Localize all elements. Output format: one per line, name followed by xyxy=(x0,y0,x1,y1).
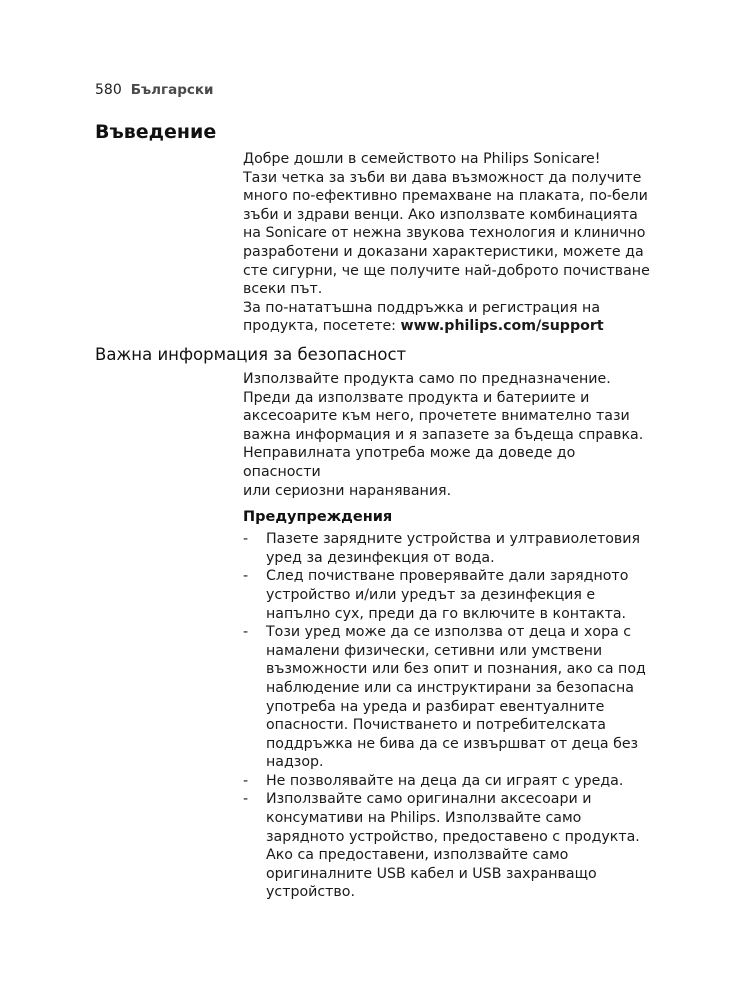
warnings-heading: Предупреждения xyxy=(243,509,393,526)
warning-item xyxy=(243,772,653,791)
warning-line: поддръжка не бива да се извършват от деца без xyxy=(266,735,639,752)
intro-line: разработени и доказани характеристики, можете да xyxy=(243,243,644,260)
safety-line: Преди да използвате продукта и батериите и xyxy=(243,389,590,406)
bullet-dash: - xyxy=(243,568,249,585)
warning-line: Използвайте само оригинални аксесоари и xyxy=(266,791,592,808)
intro-line: За по-нататъшна поддръжка и регистрация на xyxy=(243,299,601,316)
warning-line: намалени физически, сетивни или умствени xyxy=(266,642,603,659)
warning-line: Не позволявайте на деца да си играят с уреда. xyxy=(266,772,624,789)
intro-body xyxy=(243,150,653,336)
support-prefix: продукта, посетете: xyxy=(243,318,401,335)
safety-body xyxy=(243,370,653,902)
warning-line: Ако са предоставени, използвайте само xyxy=(266,847,569,864)
safety-line: Неправилната употреба може да доведе до опасности xyxy=(243,445,576,480)
warning-line: консумативи на Philips. Използвайте само xyxy=(266,810,582,827)
bullet-dash: - xyxy=(243,772,249,789)
warning-line: уред за дезинфекция от вода. xyxy=(266,549,495,566)
warning-line: устройство и/или уредът за дезинфекция е xyxy=(266,586,596,603)
warning-line: оригиналните USB кабел и USB захранващо xyxy=(266,865,597,882)
warning-item xyxy=(243,530,653,567)
warning-line: надзор. xyxy=(266,754,324,771)
safety-line: Използвайте продукта само по предназначение. xyxy=(243,371,611,387)
warning-item xyxy=(243,567,653,623)
bullet-dash: - xyxy=(243,624,249,641)
safety-line: или сериозни наранявания. xyxy=(243,482,452,499)
warning-line: напълно сух, преди да го включите в контакта. xyxy=(266,605,627,622)
warning-line: наблюдение или са инструктирани за безопасна xyxy=(266,679,634,696)
warning-line: Пазете зарядните устройства и ултравиолетовия xyxy=(266,531,641,548)
warnings-list xyxy=(243,530,653,902)
intro-line: много по-ефективно премахване на плаката, по-бели xyxy=(243,188,648,205)
warning-line: зарядното устройство, предоставено с продукта. xyxy=(266,828,640,845)
support-line xyxy=(243,317,653,336)
intro-line: всеки път. xyxy=(243,281,323,298)
safety-line: аксесоарите към него, прочетете внимателно тази xyxy=(243,408,630,425)
page-header xyxy=(95,80,214,100)
language-label: Български xyxy=(130,82,214,98)
warning-line: възможности или без опит и познания, ако са под xyxy=(266,661,646,678)
intro-line: на Sonicare от нежна звукова технология и клинично xyxy=(243,225,646,242)
safety-heading: Важна информация за безопасност xyxy=(95,345,407,364)
warning-line: Този уред може да се използва от деца и хора с xyxy=(266,624,632,641)
intro-line: Тази четка за зъби ви дава възможност да получите xyxy=(243,169,642,186)
warning-line: След почистване проверявайте дали зарядното xyxy=(266,568,629,585)
intro-line: зъби и здрави венци. Ако използвате комбинацията xyxy=(243,206,638,223)
intro-line: сте сигурни, че ще получите най-доброто почистване xyxy=(243,262,650,279)
warning-line: употреба на уреда и разбират евентуалните xyxy=(266,698,605,715)
bullet-dash: - xyxy=(243,531,249,548)
support-url-link[interactable]: www.philips.com/support xyxy=(400,318,604,335)
warning-line: устройство. xyxy=(266,884,355,901)
page-number: 580 xyxy=(95,82,122,98)
intro-heading: Въведение xyxy=(95,121,217,143)
warning-line: опасности. Почистването и потребителската xyxy=(266,717,606,734)
intro-line: Добре дошли в семейството на Philips Sonicare! xyxy=(243,151,601,167)
warning-item xyxy=(243,790,653,902)
bullet-dash: - xyxy=(243,791,249,808)
warning-item xyxy=(243,623,653,772)
safety-line: важна информация и я запазете за бъдеща справка. xyxy=(243,426,644,443)
